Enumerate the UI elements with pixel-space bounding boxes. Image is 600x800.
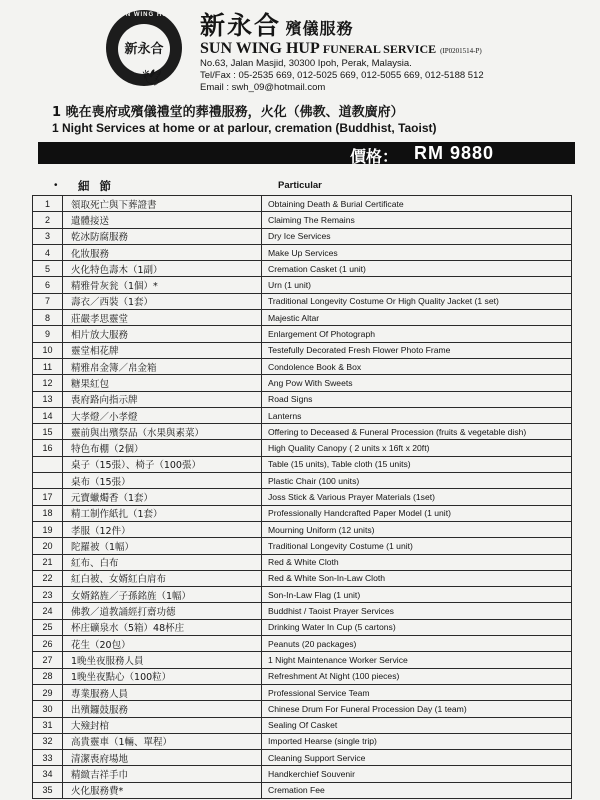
item-en: Offering to Deceased & Funeral Procession (fruits & vegetable dish)	[262, 424, 572, 440]
item-en: Lanterns	[262, 407, 572, 423]
table-row	[33, 244, 572, 260]
item-en: Traditional Longevity Costume Or High Quality Jacket (1 set)	[262, 293, 572, 309]
company-service-en: FUNERAL SERVICE	[322, 42, 437, 56]
table-row	[33, 212, 572, 228]
company-header	[200, 6, 484, 94]
item-en: Road Signs	[262, 391, 572, 407]
item-number: 12	[33, 375, 63, 391]
item-cn: 特色布棚（2個）	[63, 440, 262, 456]
item-number: 14	[33, 407, 63, 423]
item-en: Chinese Drum For Funeral Procession Day (1 team)	[262, 701, 572, 717]
table-row	[33, 750, 572, 766]
item-number: 9	[33, 326, 63, 342]
item-number: 10	[33, 342, 63, 358]
item-en: Red & White Cloth	[262, 554, 572, 570]
item-cn: 花生（20包）	[63, 636, 262, 652]
table-row	[33, 228, 572, 244]
table-row	[33, 521, 572, 537]
item-cn: 女婿銘旌／子孫銘旌（1幅）	[63, 587, 262, 603]
item-en: Urn (1 unit)	[262, 277, 572, 293]
item-cn: 清潔喪府場地	[63, 750, 262, 766]
company-address: No.63, Jalan Masjid, 30300 Ipoh, Perak, Malaysia.	[200, 58, 412, 69]
logo-chars: 新永合	[124, 42, 164, 57]
item-number: 31	[33, 717, 63, 733]
price-banner	[38, 142, 575, 164]
item-number: 18	[33, 505, 63, 521]
item-en: Obtaining Death & Burial Certificate	[262, 196, 572, 212]
item-en: 1 Night Maintenance Worker Service	[262, 652, 572, 668]
table-row	[33, 375, 572, 391]
table-row	[33, 619, 572, 635]
table-row	[33, 684, 572, 700]
table-row	[33, 701, 572, 717]
item-cn: 莊嚴孝思靈堂	[63, 310, 262, 326]
table-row	[33, 717, 572, 733]
item-cn: 遺體接送	[63, 212, 262, 228]
item-en: Peanuts (20 packages)	[262, 636, 572, 652]
company-email: Email : swh_09@hotmail.com	[200, 82, 326, 93]
item-number: 6	[33, 277, 63, 293]
item-en: Son-In-Law Flag (1 unit)	[262, 587, 572, 603]
table-row	[33, 570, 572, 586]
item-cn: 元寶蠟燭香（1套）	[63, 489, 262, 505]
item-en: Imported Hearse (single trip)	[262, 733, 572, 749]
item-number: 28	[33, 668, 63, 684]
table-row	[33, 554, 572, 570]
item-cn: 孝服（12件）	[63, 521, 262, 537]
item-number: 5	[33, 261, 63, 277]
item-cn: 喪府路向指示牌	[63, 391, 262, 407]
item-number: 26	[33, 636, 63, 652]
item-cn: 靈前與出殯祭品（水果與素菜）	[63, 424, 262, 440]
item-cn: 1晚坐夜服務人員	[63, 652, 262, 668]
table-row	[33, 407, 572, 423]
item-cn: 出殯鑼鼓服務	[63, 701, 262, 717]
item-cn: 桌布（15張）	[63, 473, 262, 489]
table-row	[33, 733, 572, 749]
item-number: 15	[33, 424, 63, 440]
item-number: 27	[33, 652, 63, 668]
item-en: Buddhist / Taoist Prayer Services	[262, 603, 572, 619]
table-row	[33, 326, 572, 342]
table-row	[33, 603, 572, 619]
item-cn: 靈堂相花牌	[63, 342, 262, 358]
table-row	[33, 358, 572, 374]
company-name-cn-row	[200, 6, 484, 42]
item-cn: 杯庄礦泉水（5箱）48杯庄	[63, 619, 262, 635]
table-row	[33, 505, 572, 521]
item-en: Cleaning Support Service	[262, 750, 572, 766]
items-table	[32, 195, 572, 799]
table-row	[33, 310, 572, 326]
price-label: 價格：	[350, 147, 399, 166]
column-header-en: Particular	[278, 180, 322, 191]
item-number: 29	[33, 684, 63, 700]
item-number: 16	[33, 440, 63, 456]
table-row	[33, 424, 572, 440]
item-en: Red & White Son-In-Law Cloth	[262, 570, 572, 586]
item-number	[33, 473, 63, 489]
company-name-cn-sub: 殯儀服務	[285, 19, 354, 38]
company-name-cn: 新永合	[200, 11, 282, 40]
item-number: 34	[33, 766, 63, 782]
item-number: 19	[33, 521, 63, 537]
item-en: Professional Service Team	[262, 684, 572, 700]
item-cn: 專業服務人員	[63, 684, 262, 700]
item-number: 21	[33, 554, 63, 570]
item-number: 2	[33, 212, 63, 228]
bullet-dot: •	[54, 180, 58, 191]
table-row	[33, 261, 572, 277]
table-row	[33, 293, 572, 309]
logo-inner	[118, 24, 170, 87]
item-cn: 紅白被、女婿紅白肩布	[63, 570, 262, 586]
item-number: 4	[33, 244, 63, 260]
item-number: 35	[33, 782, 63, 798]
dove-icon: 🕊	[142, 70, 163, 87]
item-number: 1	[33, 196, 63, 212]
item-number: 13	[33, 391, 63, 407]
table-row	[33, 587, 572, 603]
item-cn: 大孝燈／小孝燈	[63, 407, 262, 423]
item-cn: 佛教／道教誦經打齋功德	[63, 603, 262, 619]
item-en: Cremation Casket (1 unit)	[262, 261, 572, 277]
item-cn: 陀羅被（1幅）	[63, 538, 262, 554]
item-en: Drinking Water In Cup (5 cartons)	[262, 619, 572, 635]
item-cn: 壽衣／西裝（1套）	[63, 293, 262, 309]
item-en: Mourning Uniform (12 units)	[262, 521, 572, 537]
company-name-en: SUN WING HUP	[200, 40, 319, 57]
table-row	[33, 636, 572, 652]
table-row	[33, 668, 572, 684]
item-en: Testefully Decorated Fresh Flower Photo Frame	[262, 342, 572, 358]
item-en: Handkerchief Souvenir	[262, 766, 572, 782]
table-row	[33, 342, 572, 358]
item-cn: 火化服務費*	[63, 782, 262, 798]
company-phone: Tel/Fax : 05-2535 669, 012-5025 669, 012-5055 669, 012-5188 512	[200, 70, 484, 81]
item-en: Dry Ice Services	[262, 228, 572, 244]
item-cn: 紅布、白布	[63, 554, 262, 570]
package-title-cn: 1 晚在喪府或殯儀禮堂的葬禮服務，火化（佛教、道教廣府）	[52, 105, 404, 120]
item-cn: 相片放大服務	[63, 326, 262, 342]
item-number: 30	[33, 701, 63, 717]
item-en: Condolence Book & Box	[262, 358, 572, 374]
package-title-en: 1 Night Services at home or at parlour, cremation (Buddhist, Taoist)	[52, 121, 437, 135]
table-row	[33, 782, 572, 798]
table-row	[33, 440, 572, 456]
item-cn: 高貴靈車（1輛、單程）	[63, 733, 262, 749]
item-cn: 糖果紅包	[63, 375, 262, 391]
item-en: Sealing Of Casket	[262, 717, 572, 733]
company-logo	[106, 10, 182, 86]
item-number: 11	[33, 358, 63, 374]
company-name-en-row	[200, 40, 484, 58]
item-number: 24	[33, 603, 63, 619]
item-number: 17	[33, 489, 63, 505]
item-cn: 精工制作紙扎（1套）	[63, 505, 262, 521]
company-reg-no: (IP0201514-P)	[440, 47, 482, 55]
table-row	[33, 391, 572, 407]
item-en: Joss Stick & Various Prayer Materials (1set)	[262, 489, 572, 505]
item-en: Claiming The Remains	[262, 212, 572, 228]
item-en: Traditional Longevity Costume (1 unit)	[262, 538, 572, 554]
item-cn: 化妝服務	[63, 244, 262, 260]
item-en: Make Up Services	[262, 244, 572, 260]
price-value: RM 9880	[414, 143, 495, 163]
item-number: 3	[33, 228, 63, 244]
table-row	[33, 456, 572, 472]
table-row	[33, 473, 572, 489]
item-cn: 大殮封棺	[63, 717, 262, 733]
item-en: Refreshment At Night (100 pieces)	[262, 668, 572, 684]
item-cn: 火化特色壽木（1副）	[63, 261, 262, 277]
table-row	[33, 196, 572, 212]
item-number: 20	[33, 538, 63, 554]
item-en: High Quality Canopy ( 2 units x 16ft x 20ft)	[262, 440, 572, 456]
item-cn: 精雅帛金簿／帛金箱	[63, 358, 262, 374]
item-cn: 乾冰防腐服務	[63, 228, 262, 244]
table-row	[33, 538, 572, 554]
item-cn: 精雅骨灰瓮（1個）*	[63, 277, 262, 293]
item-number: 25	[33, 619, 63, 635]
item-cn: 精緻吉祥手巾	[63, 766, 262, 782]
item-en: Plastic Chair (100 units)	[262, 473, 572, 489]
item-en: Professionally Handcrafted Paper Model (1 unit)	[262, 505, 572, 521]
item-cn: 桌子（15張）、椅子（100張）	[63, 456, 262, 472]
item-number: 32	[33, 733, 63, 749]
item-en: Ang Pow With Sweets	[262, 375, 572, 391]
logo-ring-text: SUN WING HUP	[115, 12, 173, 18]
column-header-cn: 細 節	[78, 179, 115, 193]
table-row	[33, 652, 572, 668]
item-en: Majestic Altar	[262, 310, 572, 326]
item-number: 7	[33, 293, 63, 309]
item-number: 33	[33, 750, 63, 766]
item-number	[33, 456, 63, 472]
item-number: 22	[33, 570, 63, 586]
table-row	[33, 277, 572, 293]
item-en: Table (15 units), Table cloth (15 units)	[262, 456, 572, 472]
item-number: 23	[33, 587, 63, 603]
item-en: Enlargement Of Photograph	[262, 326, 572, 342]
item-number: 8	[33, 310, 63, 326]
table-row	[33, 489, 572, 505]
item-en: Cremation Fee	[262, 782, 572, 798]
item-cn: 1晚坐夜點心（100粒）	[63, 668, 262, 684]
item-cn: 領取死亡與下葬證書	[63, 196, 262, 212]
table-row	[33, 766, 572, 782]
